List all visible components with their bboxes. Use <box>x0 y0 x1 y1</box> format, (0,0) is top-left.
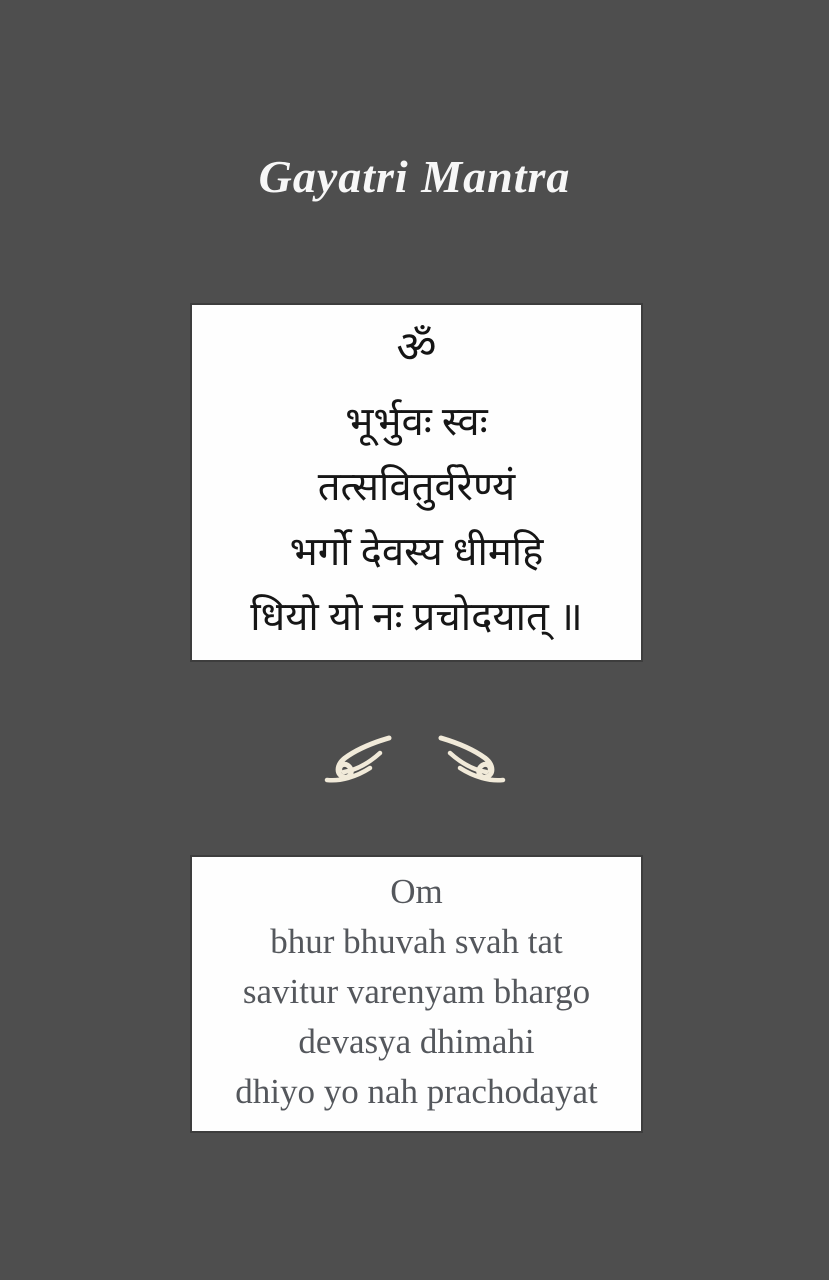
swirl-flourish-right-icon <box>438 733 510 785</box>
om-symbol: ॐ <box>396 323 437 372</box>
swirl-flourish-left-icon <box>320 733 392 785</box>
transliteration-line-2: bhur bhuvah svah tat <box>270 922 563 961</box>
sanskrit-line-2: तत्सवितुर्वरेण्यं <box>317 464 516 509</box>
sanskrit-line-4: धियो यो नः प्रचोदयात् ॥ <box>250 594 583 639</box>
transliteration-card <box>190 855 643 1133</box>
ornament-divider <box>0 733 829 785</box>
page-title: Gayatri Mantra <box>258 151 571 202</box>
transliteration-line-1: Om <box>390 872 443 911</box>
sanskrit-line-3: भर्गो देवस्य धीमहि <box>289 529 544 574</box>
sanskrit-mantra-card <box>190 303 643 662</box>
sanskrit-line-1: भूर्भुवः स्वः <box>345 399 488 444</box>
transliteration-line-4: devasya dhimahi <box>298 1022 535 1061</box>
transliteration-line-3: savitur varenyam bhargo <box>242 972 591 1011</box>
transliteration-line-5: dhiyo yo nah prachodayat <box>235 1072 598 1111</box>
